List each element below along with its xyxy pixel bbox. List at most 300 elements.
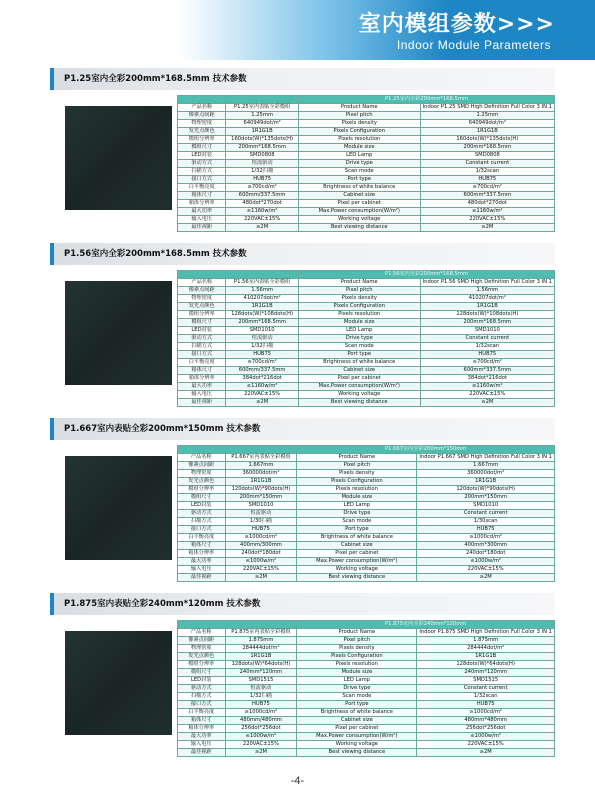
table-row [178,152,555,160]
table-cell: SMD0808 [420,152,554,160]
section-title: P1.25室内全彩200mm*168.5mm 技术参数 [64,74,247,84]
table-cell: ≥700cd/m² [420,359,554,367]
table-cell: 驱动方式 [178,335,226,343]
table-cell: 220VAC±15% [417,741,555,749]
table-cell: Working voltage [298,391,420,399]
table-cell: SMD0808 [226,152,298,160]
table-row [178,319,555,327]
table-cell: 640949dot/m² [420,120,554,128]
table-cell: 128dots(W)*108dots(H) [420,311,554,319]
table-header-row [178,621,555,629]
module-photo [65,456,172,560]
table-row [178,502,555,510]
page-header [0,0,595,60]
table-cell: ≥2M [225,749,297,757]
table-cell: Pixel per cabinet [297,550,417,558]
table-cell: 1R1G1B [226,303,298,311]
table-cell: Drive type [298,335,420,343]
spec-table [177,95,555,232]
table-row [178,494,555,502]
table-cell: 最佳视距 [178,749,226,757]
table-cell: 160dots(W)*135dots(H) [420,136,554,144]
table-cell: Pixel per cabinet [297,725,417,733]
table-row [178,709,555,717]
table-row [178,200,555,208]
table-row [178,176,555,184]
table-cell: 240mm*120mm [225,669,297,677]
table-row [178,303,555,311]
table-cell: Best viewing distance [297,574,417,582]
table-row [178,104,555,112]
table-cell: 物理密度 [178,295,226,303]
table-cell: 600mm*337.5mm [420,367,554,375]
table-cell: 1/32scan [420,343,554,351]
table-row [178,351,555,359]
table-cell: Drive type [297,510,417,518]
table-header-cell [178,96,226,104]
table-cell: Pixels Configuration [297,653,417,661]
table-cell: Pixels density [297,470,417,478]
table-cell: Brightness of white balance [297,709,417,717]
table-cell: P1.875室内表贴全彩模组 [225,629,297,637]
table-cell: 箱体尺寸 [178,717,226,725]
section-title-bar [50,418,555,440]
table-cell: Indoor P1.875 SMD High Definition Full Color 3 IN 1 [417,629,555,637]
table-cell: P1.667室内表贴全彩模组 [225,454,297,462]
table-cell: Working voltage [297,566,417,574]
table-cell: 1R1G1B [417,653,555,661]
table-cell: P1.56室内表贴全彩模组 [226,279,298,287]
table-cell: 产品名称 [178,279,226,287]
table-cell: 1.25mm [226,112,298,120]
table-cell: 1R1G1B [226,128,298,136]
table-cell: 128dots(W)*108dots(H) [226,311,298,319]
table-cell: 恒流驱动 [225,510,297,518]
table-cell: Cabinet size [298,192,420,200]
table-header-cell [225,446,297,454]
table-cell: Product Name [298,279,420,287]
table-cell: 640949dot/m² [226,120,298,128]
table-row [178,112,555,120]
table-cell: 扫描方式 [178,343,226,351]
table-cell: Drive type [297,685,417,693]
page-subtitle: Indoor Module Parameters [396,38,551,52]
table-cell: 箱体尺寸 [178,542,226,550]
table-row [178,542,555,550]
table-cell: 160dots(W)*135dots(H) [226,136,298,144]
spec-table [177,445,555,582]
table-cell: ≥1000cd/m² [417,709,555,717]
table-cell: ≥1000cd/m² [225,534,297,542]
table-cell: 输入电压 [178,391,226,399]
table-cell: 1/32扫描 [226,343,298,351]
table-cell: Pixel per cabinet [298,375,420,383]
table-cell: 模组分辨率 [178,136,226,144]
table-cell: Product Name [297,629,417,637]
table-row [178,645,555,653]
table-cell: 1/30scan [417,518,555,526]
table-row [178,574,555,582]
table-cell: 产品名称 [178,454,226,462]
table-cell: ≤1160w/m² [420,383,554,391]
table-cell: ≥2M [226,224,298,232]
section-title-bar [50,243,555,265]
table-cell: Cabinet size [297,542,417,550]
table-cell: 240dot*180dot [225,550,297,558]
section-title: P1.875室内表贴全彩240mm*120mm 技术参数 [64,599,261,609]
table-cell: HUB75 [417,701,555,709]
table-row [178,216,555,224]
table-cell: 输入电压 [178,741,226,749]
table-cell: Indoor P1.667 SMD High Definition Full Color 3 IN 1 [417,454,555,462]
table-cell: SMD1010 [226,327,298,335]
table-row [178,462,555,470]
spec-table [177,270,555,407]
table-cell: HUB75 [420,176,554,184]
table-row [178,208,555,216]
table-cell: ≤1000w/m² [417,558,555,566]
table-cell: 1.56mm [420,287,554,295]
table-cell: 1R1G1B [225,653,297,661]
table-row [178,741,555,749]
table-row [178,454,555,462]
table-cell: 最大功率 [178,383,226,391]
table-cell: 220VAC±15% [226,216,298,224]
table-cell: Max.Power consumption(W/m²) [298,208,420,216]
table-cell: 220VAC±15% [417,566,555,574]
table-cell: 384dot*216dot [226,375,298,383]
table-cell: 驱动方式 [178,685,226,693]
table-row [178,383,555,391]
section-title: P1.667室内表贴全彩200mm*150mm 技术参数 [64,424,261,434]
table-cell: SMD1010 [225,502,297,510]
table-cell: 400mm*300mm [417,542,555,550]
table-cell: 1/30扫描 [225,518,297,526]
table-cell: 箱体尺寸 [178,367,226,375]
table-cell: 256dot*256dot [225,725,297,733]
table-cell: 发光点颜色 [178,128,226,136]
table-cell: Constant current [420,160,554,168]
table-cell: 发光点颜色 [178,478,226,486]
table-cell: 1R1G1B [417,478,555,486]
table-cell: Pixels density [298,120,420,128]
table-cell: LED封装 [178,502,226,510]
table-cell: 200mm*168.5mm [420,144,554,152]
table-cell: HUB75 [226,176,298,184]
table-cell: 220VAC±15% [225,566,297,574]
table-cell: ≥1000cd/m² [225,709,297,717]
table-cell: 360000dot/m² [225,470,297,478]
table-cell: 驱动方式 [178,510,226,518]
table-row [178,391,555,399]
table-cell: ≥2M [420,224,554,232]
table-row [178,224,555,232]
table-cell: ≥2M [417,749,555,757]
table-row [178,749,555,757]
table-row [178,677,555,685]
table-cell: Pixel pitch [297,462,417,470]
table-cell: LED封装 [178,327,226,335]
table-cell: LED封装 [178,677,226,685]
table-cell: LED Lamp [297,502,417,510]
table-cell: 256dot*256dot [417,725,555,733]
table-cell: 410207dot/m² [420,295,554,303]
table-cell: ≥700cd/m² [420,184,554,192]
table-row [178,311,555,319]
table-cell: 发光点颜色 [178,653,226,661]
table-cell: 600mm/337.5mm [226,367,298,375]
table-cell: Port type [297,701,417,709]
table-row [178,510,555,518]
table-cell: ≤1000w/m² [225,558,297,566]
table-cell: 模组尺寸 [178,144,226,152]
table-cell: 箱体分辨率 [178,375,226,383]
table-row [178,327,555,335]
table-cell: 1/32扫描 [225,693,297,701]
table-row [178,168,555,176]
table-cell: SMD1010 [420,327,554,335]
table-cell: LED Lamp [298,152,420,160]
table-row [178,558,555,566]
table-cell: 箱体分辨率 [178,200,226,208]
table-cell: Pixels resolution [298,136,420,144]
table-cell: 600mm/337.5mm [226,192,298,200]
table-cell: Indoor P1.25 SMD High Definition Full Color 3 IN 1 [420,104,554,112]
table-cell: 200mm*168.5mm [226,319,298,327]
table-cell: 白平衡亮度 [178,184,226,192]
table-row [178,359,555,367]
table-cell: HUB75 [225,701,297,709]
table-cell: 1/32扫描 [226,168,298,176]
table-cell: Product Name [297,454,417,462]
table-cell: 模组尺寸 [178,494,226,502]
table-row [178,335,555,343]
table-cell: HUB75 [417,526,555,534]
table-cell: 220VAC±15% [226,391,298,399]
table-row [178,534,555,542]
table-cell: Best viewing distance [298,399,420,407]
table-cell: 1R1G1B [420,303,554,311]
table-cell: Max.Power consumption(W/m²) [298,383,420,391]
table-cell: Scan mode [297,693,417,701]
table-row [178,343,555,351]
table-cell: 箱体分辨率 [178,550,226,558]
table-cell: 箱体分辨率 [178,725,226,733]
table-cell: 接口方式 [178,701,226,709]
table-cell: 接口方式 [178,176,226,184]
table-cell: Indoor P1.56 SMD High Definition Full Color 3 IN 1 [420,279,554,287]
section-title: P1.56室内全彩200mm*168.5mm 技术参数 [64,249,247,259]
table-cell: Pixels resolution [297,661,417,669]
table-cell: Module size [298,319,420,327]
page-number: -4- [290,775,305,787]
table-cell: HUB75 [420,351,554,359]
table-row [178,629,555,637]
table-cell: Port type [298,351,420,359]
table-cell: 1.875mm [417,637,555,645]
table-cell: Scan mode [298,168,420,176]
table-cell: HUB75 [225,526,297,534]
table-cell: 600mm*337.5mm [420,192,554,200]
table-cell: 产品名称 [178,629,226,637]
table-cell: 白平衡亮度 [178,534,226,542]
table-header-row [178,96,555,104]
table-cell: 220VAC±15% [420,216,554,224]
table-cell: ≥2M [420,399,554,407]
table-cell: 最佳视距 [178,399,226,407]
table-row [178,653,555,661]
table-cell: ≥700cd/m² [226,184,298,192]
table-header-cell [226,271,298,279]
table-cell: 240dot*180dot [417,550,555,558]
table-cell: Max.Power consumption(W/m²) [297,558,417,566]
table-cell: Pixels density [297,645,417,653]
spec-table [177,620,555,757]
table-cell: 480dot*270dot [226,200,298,208]
table-cell: Cabinet size [298,367,420,375]
table-cell: 400mm/300mm [225,542,297,550]
table-row [178,661,555,669]
table-cell: 模组分辨率 [178,311,226,319]
table-cell: 白平衡亮度 [178,359,226,367]
table-header-cell: P1.875室内全彩240mm*120mm [297,621,555,629]
table-row [178,120,555,128]
table-row [178,295,555,303]
table-cell: 220VAC±15% [420,391,554,399]
table-header-cell: P1.56室内全彩200mm*168.5mm [298,271,554,279]
table-cell: LED Lamp [298,327,420,335]
page-title: 室内模组参数>>> [358,12,555,37]
table-row [178,184,555,192]
table-cell: 284444dot/m² [417,645,555,653]
table-row [178,550,555,558]
table-row [178,144,555,152]
table-cell: 120dots(W)*90dots(H) [417,486,555,494]
table-cell: 输入电压 [178,566,226,574]
table-row [178,669,555,677]
table-cell: SMD1515 [417,677,555,685]
module-photo [65,631,172,735]
table-cell: 接口方式 [178,526,226,534]
table-row [178,287,555,295]
table-cell: 284444dot/m² [225,645,297,653]
table-header-cell [178,271,226,279]
section-title-bar [50,68,555,90]
table-cell: Constant current [417,510,555,518]
table-cell: 1.667mm [417,462,555,470]
table-cell: Pixel pitch [298,112,420,120]
table-cell: 480dot*270dot [420,200,554,208]
table-cell: 360000dot/m² [417,470,555,478]
table-cell: 接口方式 [178,351,226,359]
table-cell: ≤1160w/m² [226,383,298,391]
table-header-cell [225,621,297,629]
table-row [178,279,555,287]
table-cell: 白平衡亮度 [178,709,226,717]
table-cell: 480mm*480mm [417,717,555,725]
table-cell: 200mm*150mm [225,494,297,502]
table-cell: Module size [297,494,417,502]
table-row [178,566,555,574]
table-cell: 200mm*168.5mm [226,144,298,152]
table-row [178,470,555,478]
table-cell: 恒流驱动 [225,685,297,693]
table-row [178,693,555,701]
table-cell: ≤1160w/m² [226,208,298,216]
table-cell: Pixels Configuration [298,128,420,136]
table-row [178,526,555,534]
table-cell: 最佳视距 [178,224,226,232]
table-row [178,192,555,200]
table-cell: Constant current [417,685,555,693]
table-cell: Module size [298,144,420,152]
table-cell: 1R1G1B [225,478,297,486]
module-photo [65,281,172,385]
table-cell: 128dots(W)*64dots(H) [417,661,555,669]
table-cell: Cabinet size [297,717,417,725]
table-cell: 模组尺寸 [178,319,226,327]
table-cell: 像素点间距 [178,637,226,645]
table-cell: 扫描方式 [178,518,226,526]
table-cell: 1.56mm [226,287,298,295]
table-cell: 扫描方式 [178,693,226,701]
table-cell: 输入电压 [178,216,226,224]
table-cell: 模组尺寸 [178,669,226,677]
table-row [178,518,555,526]
table-cell: 200mm*150mm [417,494,555,502]
table-cell: HUB75 [226,351,298,359]
table-header-cell: P1.25室内全彩200mm*168.5mm [298,96,554,104]
table-cell: 最佳视距 [178,574,226,582]
table-cell: ≥2M [226,399,298,407]
table-cell: 模组分辨率 [178,486,226,494]
table-cell: 像素点间距 [178,287,226,295]
table-row [178,701,555,709]
table-cell: ≥1000cd/m² [417,534,555,542]
table-cell: 物理密度 [178,645,226,653]
table-cell: 1.875mm [225,637,297,645]
table-cell: LED Lamp [297,677,417,685]
table-cell: 410207dot/m² [226,295,298,303]
table-header-row [178,271,555,279]
table-cell: Pixel pitch [297,637,417,645]
table-cell: 1.667mm [225,462,297,470]
table-cell: 1/32scan [417,693,555,701]
table-cell: ≤1160w/m² [420,208,554,216]
table-cell: ≥2M [225,574,297,582]
table-cell: Port type [297,526,417,534]
table-cell: ≤1000w/m² [225,733,297,741]
table-row [178,160,555,168]
table-cell: 驱动方式 [178,160,226,168]
table-cell: ≥700cd/m² [226,359,298,367]
table-cell: 产品名称 [178,104,226,112]
section-title-bar [50,593,555,615]
table-cell: Best viewing distance [297,749,417,757]
table-cell: 扫描方式 [178,168,226,176]
table-cell: 发光点颜色 [178,303,226,311]
table-cell: Port type [298,176,420,184]
module-photo [65,106,172,210]
table-cell: Pixels density [298,295,420,303]
table-row [178,725,555,733]
table-header-cell [178,621,226,629]
table-cell: 物理密度 [178,120,226,128]
table-cell: Pixel per cabinet [298,200,420,208]
table-cell: Scan mode [297,518,417,526]
table-cell: 最大功率 [178,733,226,741]
table-cell: Working voltage [297,741,417,749]
